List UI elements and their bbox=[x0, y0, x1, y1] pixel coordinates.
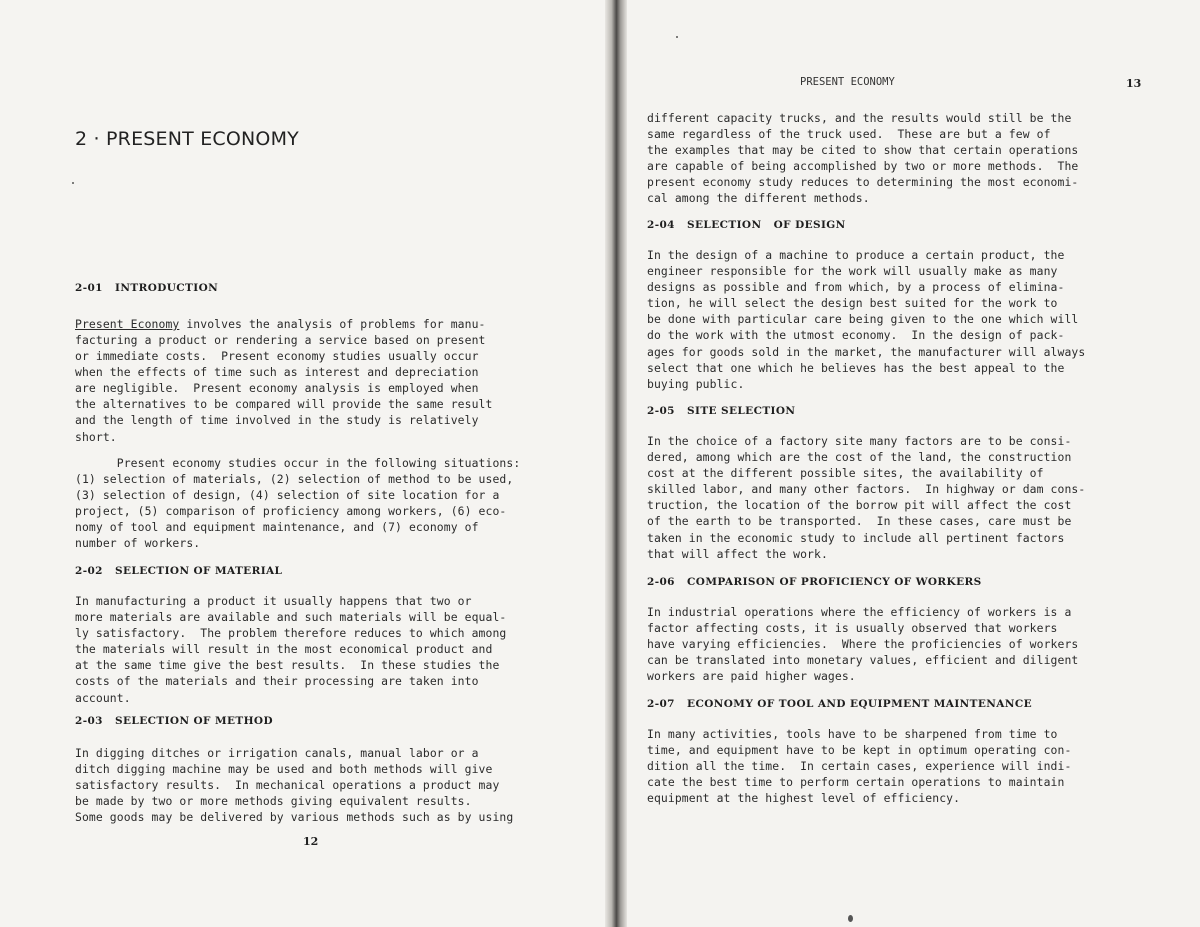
section-2-03-paragraph: In digging ditches or irrigation canals, manual labor or a ditch digging machine may be used and both methods will give satisfactory results. In mechanical operations a product may be made by two or more methods giving equivalent results. Some goods may be delivered by various methods such as by using bbox=[75, 746, 514, 825]
section-2-01-paragraph-1-first-line bbox=[75, 316, 486, 332]
section-heading-2-06: 2-06 COMPARISON OF PROFICIENCY OF WORKERS bbox=[647, 576, 982, 588]
scan-speck bbox=[676, 36, 678, 38]
section-heading-2-03: 2-03 SELECTION OF METHOD bbox=[75, 715, 273, 727]
scan-speck bbox=[72, 182, 74, 184]
section-2-01-paragraph-1: facturing a product or rendering a service based on present or immediate costs. Present economy studies usually occur when the effects of time such as interest and depreciation are negligible. Present economy analysis is employed when the alternatives to be compared will provide the same result and the length of time involved in the study is relatively short. bbox=[75, 333, 493, 444]
section-heading-2-07: 2-07 ECONOMY OF TOOL AND EQUIPMENT MAINTENANCE bbox=[647, 698, 1032, 710]
continued-paragraph: different capacity trucks, and the results would still be the same regardless of the truck used. These are but a few of the examples that may be cited to show that certain operations are capable of being accomplished by two or more methods. The present economy study reduces to determining the most economi- cal among the different methods. bbox=[647, 111, 1079, 206]
section-2-06-paragraph: In industrial operations where the efficiency of workers is a factor affecting costs, it is usually observed that workers have varying efficiencies. Where the proficiencies of workers can be translated into monetary values, efficient and diligent workers are paid higher wages. bbox=[647, 605, 1079, 684]
page-number-left: 12 bbox=[303, 835, 319, 848]
section-2-04-paragraph: In the design of a machine to produce a certain product, the engineer responsible for the work will usually make as many designs as possible and from which, by a process of elimina- tion, he will select the design best suited for the work to be done with particular care being given to the one which will do the work with the utmost economy. In the design of pack- ages for goods sold in the market, the manufacturer will always select that one which he believes has the best appeal to the buying public. bbox=[647, 248, 1086, 391]
section-2-07-paragraph: In many activities, tools have to be sharpened from time to time, and equipment have to be kept in optimum operating con- dition all the time. In certain cases, experience will indi- cate the best time to perform certain operations to maintain equipment at the highest level of efficiency. bbox=[647, 727, 1072, 806]
section-heading-2-02: 2-02 SELECTION OF MATERIAL bbox=[75, 565, 283, 577]
running-head: PRESENT ECONOMY bbox=[800, 76, 895, 88]
term-present-economy: Present Economy bbox=[75, 317, 180, 331]
section-2-01-paragraph-2: Present economy studies occur in the following situations: (1) selection of materials, (2) selection of method to be used, (3) selection of design, (4) selection of site location for a project, (5) comparison of proficiency among workers, (6) eco- nomy of tool and equipment maintenance, and (7) economy of number of workers. bbox=[75, 456, 521, 551]
section-heading-2-01: 2-01 INTRODUCTION bbox=[75, 282, 219, 294]
chapter-title: 2 · PRESENT ECONOMY bbox=[75, 128, 299, 150]
section-heading-2-05: 2-05 SITE SELECTION bbox=[647, 405, 796, 417]
scan-speck bbox=[848, 915, 853, 922]
section-heading-2-04: 2-04 SELECTION OF DESIGN bbox=[647, 219, 846, 231]
section-2-05-paragraph: In the choice of a factory site many factors are to be consi- dered, among which are the cost of the land, the construction cost at the different possible sites, the availability of skilled labor, and many other factors. In highway or dam cons- truction, the location of the borrow pit will affect the cost of the earth to be transported. In these cases, care must be taken in the economic study to include all pertinent factors that will affect the work. bbox=[647, 434, 1086, 561]
page-number-right: 13 bbox=[1126, 77, 1142, 90]
section-2-02-paragraph: In manufacturing a product it usually happens that two or more materials are available and such materials will be equal- ly satisfactory. The problem therefore reduces to which among the materials will result in the most economical product and at the same time give the best results. In these studies the costs of the materials and their processing are taken into account. bbox=[75, 594, 507, 705]
paragraph-1-first-line-rest: involves the analysis of problems for manu- bbox=[179, 317, 486, 331]
book-gutter bbox=[605, 0, 627, 927]
